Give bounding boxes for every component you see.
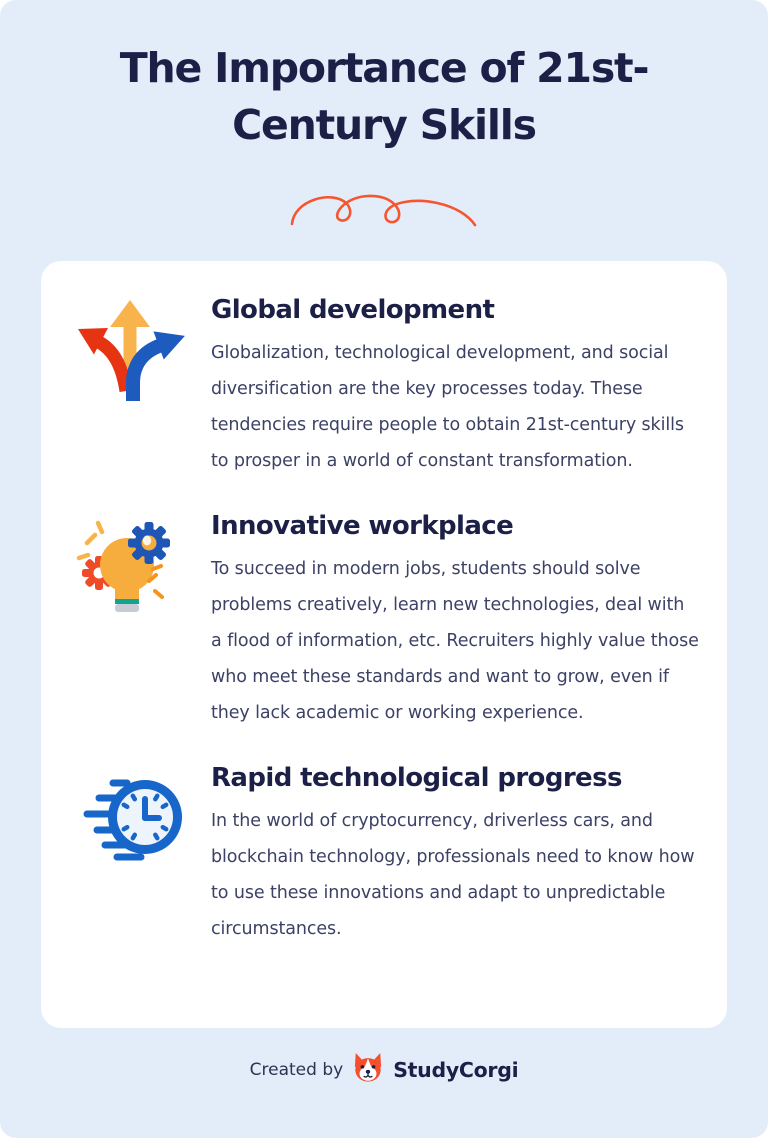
section-body: To succeed in modern jobs, students should solve problems creatively, learn new technologies, deal with a flood of information, etc. Recruiters highly value those who meet these standards and want to grow, even if they lack academic or working experience. xyxy=(211,559,699,723)
section-rapid-technological-progress xyxy=(75,761,699,947)
section-body: Globalization, technological development, and social diversification are the key processes today. These tendencies require people to obtain 21st-century skills to prosper in a world of constant transformation. xyxy=(211,343,684,471)
section-text xyxy=(211,293,699,479)
section-body: In the world of cryptocurrency, driverless cars, and blockchain technology, professionals need to know how to use these innovations and adapt to unpredictable circumstances. xyxy=(211,811,695,939)
footer xyxy=(0,1050,768,1090)
idea-gears-icon xyxy=(75,509,185,619)
brand-name: StudyCorgi xyxy=(393,1058,519,1082)
section-innovative-workplace xyxy=(75,509,699,731)
page-title-line-1: The Importance of 21st- xyxy=(119,44,649,92)
section-heading: Rapid technological progress xyxy=(211,763,622,793)
section-heading: Innovative workplace xyxy=(211,511,514,541)
page-title xyxy=(0,0,768,154)
fast-clock-icon xyxy=(75,761,185,871)
squiggle-divider-icon xyxy=(284,186,484,232)
direction-arrows-icon xyxy=(75,293,185,403)
corgi-logo-icon xyxy=(352,1052,384,1088)
created-by-label: Created by xyxy=(249,1060,344,1080)
section-global-development xyxy=(75,293,699,479)
section-text xyxy=(211,761,699,947)
page-title-line-2: Century Skills xyxy=(232,101,536,149)
section-heading: Global development xyxy=(211,295,495,325)
content-card xyxy=(41,261,727,1028)
section-text xyxy=(211,509,699,731)
